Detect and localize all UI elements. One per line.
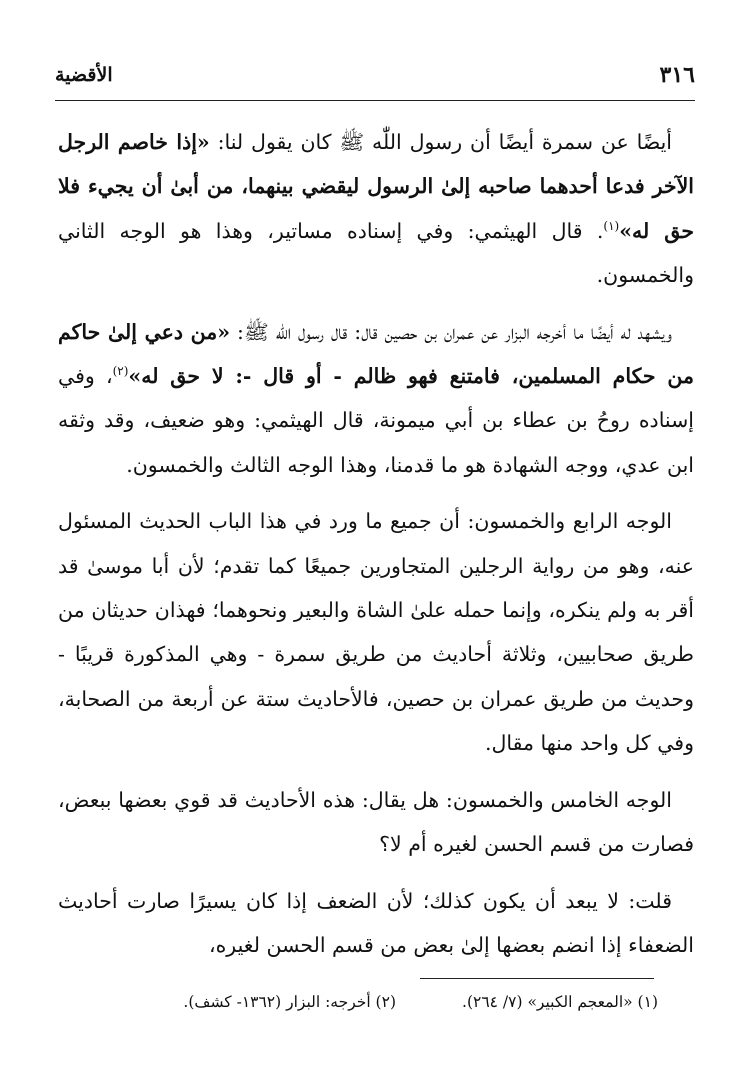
paragraph bbox=[58, 879, 694, 968]
text-run: الوجه الرابع والخمسون: أن جميع ما ورد في هذا الباب الحديث المسئول عنه، وهو من رواية الرجلين المتجاورين جميعًا كما تقدم؛ لأن أبا موسىٰ قد أقر به ولم ينكره، وإنما حمله علىٰ الشاة والبعير ونحوهما؛ فهذان حديثان من طريق صحابيين، وثلاثة أحاديث من طريق سمرة - وهي المذكورة قريبًا - وحديث من طريق عمران بن حصين، فالأحاديث ستة عن أربعة من الصحابة، وفي كل واحد منها مقال. bbox=[58, 509, 694, 756]
footnote-2: (٢) أخرجه: البزار (١٣٦٢- كشف). bbox=[183, 993, 396, 1011]
running-title: الأقضية bbox=[55, 64, 113, 86]
paragraph bbox=[58, 120, 694, 298]
text-run: قلت: لا يبعد أن يكون كذلك؛ لأن الضعف إذا كان يسيرًا صارت أحاديث الضعفاء إذا انضم بعضها إلىٰ بعض من قسم الحسن لغيره، bbox=[58, 888, 694, 957]
text-run: ، وفي إسناده روحُ بن عطاء بن أبي ميمونة، قال الهيثمي: وهو ضعيف، وقد وثقه ابن عدي، ووجه الشهادة هو ما قدمنا، وهذا الوجه الثالث والخمسون. bbox=[58, 364, 694, 477]
page-header bbox=[55, 60, 695, 96]
text-run: أيضًا عن سمرة أيضًا أن رسول اللّٰه ﷺ كان يقول لنا: bbox=[209, 130, 673, 154]
paragraph bbox=[58, 310, 694, 488]
main-text bbox=[58, 120, 694, 979]
paragraph bbox=[58, 499, 694, 765]
text-run: ويشهد له أيضًا ما أخرجه البزار عن عمران بن حصين قال: قال رسول اللّٰه ﷺ: bbox=[230, 319, 672, 344]
footnote-rule bbox=[420, 978, 654, 979]
hadith-quote: «إذا خاصم الرجل الآخر فدعا أحدهما صاحبه إلىٰ الرسول ليقضي بينهما، من أبىٰ أن يجيء فلا حق له» bbox=[58, 130, 694, 243]
footnote-reference: (١) bbox=[603, 218, 620, 233]
footnote-reference: (٢) bbox=[112, 364, 129, 379]
header-rule bbox=[55, 100, 695, 101]
text-run: . قال الهيثمي: وفي إسناده مساتير، وهذا هو الوجه الثاني والخمسون. bbox=[58, 218, 694, 288]
page-number: ٣١٦ bbox=[659, 62, 695, 88]
footnote-1: (١) «المعجم الكبير» (٧/ ٢٦٤). bbox=[462, 993, 658, 1011]
hadith-quote: «من دعي إلىٰ حاكم من حكام المسلمين، فامتنع فهو ظالم - أو قال -: لا حق له» bbox=[58, 319, 694, 389]
paragraph bbox=[58, 778, 694, 867]
text-run: الوجه الخامس والخمسون: هل يقال: هذه الأحاديث قد قوي بعضها ببعض، فصارت من قسم الحسن لغيره أم لا؟ bbox=[58, 787, 694, 857]
